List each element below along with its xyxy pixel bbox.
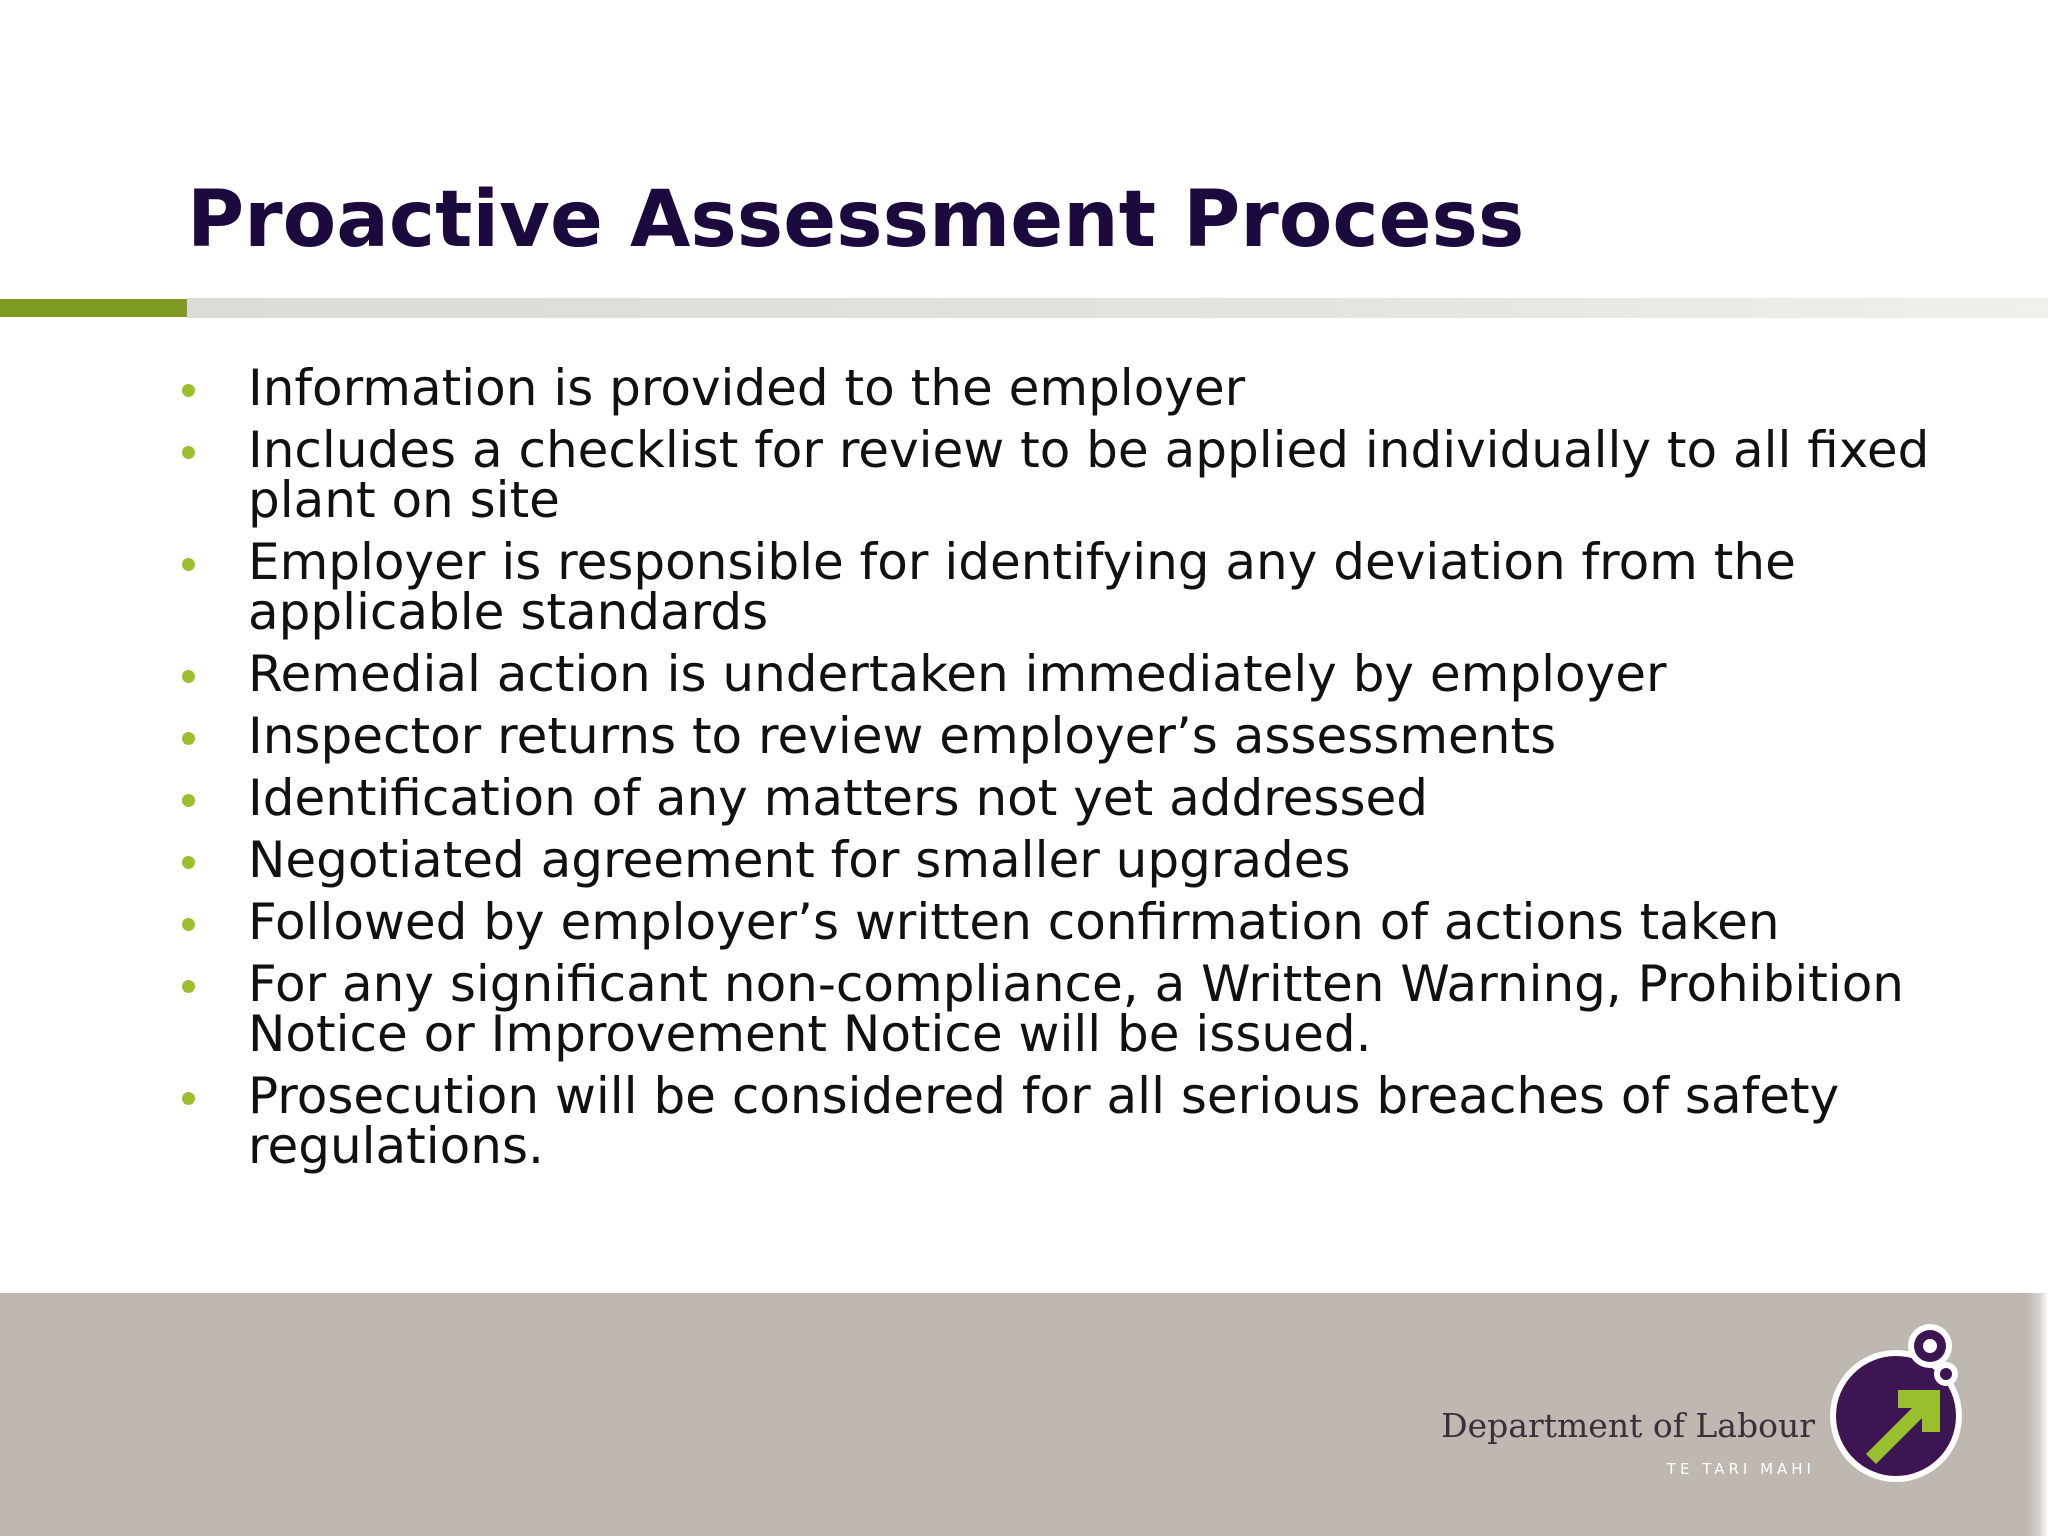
list-item (170, 533, 1990, 641)
bullet-dot-icon (182, 980, 195, 993)
list-item (170, 769, 1990, 827)
list-item (170, 831, 1990, 889)
title-underline-green (0, 299, 187, 317)
bullet-dot-icon (182, 918, 195, 931)
bullet-dot-icon (182, 670, 195, 683)
list-item (170, 645, 1990, 703)
bullet-text: Negotiated agreement for smaller upgrades (248, 831, 1351, 889)
list-item (170, 707, 1990, 765)
list-item (170, 421, 1990, 529)
list-item (170, 955, 1990, 1063)
list-item (170, 359, 1990, 417)
page-curl (2026, 1293, 2048, 1536)
bullet-dot-icon (182, 558, 195, 571)
bullet-dot-icon (182, 856, 195, 869)
bullet-list (170, 359, 1990, 1183)
logo-wordmark (1441, 1406, 1815, 1478)
list-item (170, 1067, 1990, 1175)
title-underline-gray (187, 298, 2048, 318)
list-item (170, 893, 1990, 951)
bullet-dot-icon (182, 446, 195, 459)
bullet-dot-icon (182, 384, 195, 397)
organization-subtitle: TE TARI MAHI (1666, 1460, 1815, 1478)
organization-name: Department of Labour (1441, 1406, 1815, 1445)
bullet-text: Prosecution will be considered for all serious breaches of safety regulations. (248, 1067, 1840, 1175)
bullet-text: Information is provided to the employer (248, 359, 1246, 417)
slide-title: Proactive Assessment Process (187, 175, 1525, 265)
bullet-dot-icon (182, 1092, 195, 1105)
bullet-text: For any significant non-compliance, a Written Warning, Prohibition Notice or Improvement Notice will be issued. (248, 955, 1904, 1063)
bullet-text: Includes a checklist for review to be applied individually to all fixed plant on site (248, 421, 1930, 529)
department-of-labour-logo-icon (1826, 1316, 1986, 1486)
bullet-text: Remedial action is undertaken immediately by employer (248, 645, 1667, 703)
bullet-dot-icon (182, 732, 195, 745)
bullet-text: Identification of any matters not yet addressed (248, 769, 1429, 827)
bullet-text: Employer is responsible for identifying any deviation from the applicable standards (248, 533, 1796, 641)
bullet-text: Inspector returns to review employer’s assessments (248, 707, 1557, 765)
bullet-text: Followed by employer’s written confirmation of actions taken (248, 893, 1780, 951)
bullet-dot-icon (182, 794, 195, 807)
